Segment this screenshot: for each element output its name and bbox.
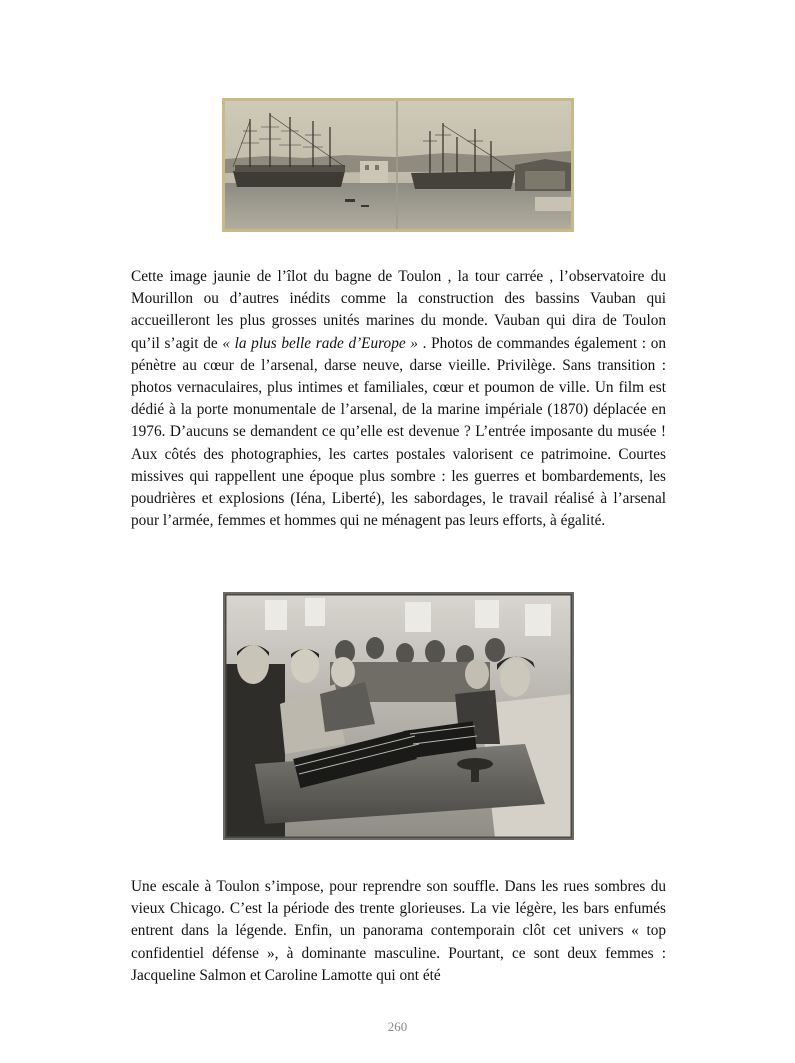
paragraph-1-text-a: Cette image jaunie de l’îlot du bagne de Toulon , la tour carrée , l’observatoire du Mourillon ou d’autres inédits comme la construction des bassins Vauban qui accueilleront les plus grosses unités marines du monde. Vauban qui dira de Toulon qu’il s’agit de bbox=[131, 268, 666, 352]
harbour-panorama-photo bbox=[222, 98, 574, 232]
paragraph-1-quote: « la plus belle rade d’Europe » bbox=[222, 334, 418, 352]
arsenal-workers-photo bbox=[223, 592, 574, 840]
paragraph-1-text-b: . Photos de commandes également : on pénètre au cœur de l’arsenal, darse neuve, darse vieille. Privilège. Sans transition : photos vernaculaires, plus intimes et familiales, cœur et poumon de ville. Un film est dédié à la porte monumentale de l’arsenal, de la marine impériale (1870) déplacée en 1976. D’aucuns se demandent ce qu’elle est devenue ? L’entrée imposante du musée ! Aux côtés des photographies, les cartes postales valorisent ce patrimoine. Courtes missives qui rappellent une époque plus sombre : les guerres et bombardements, les poudrières et explosions (Iéna, Liberté), les sabordages, le travail réalisé à l’arsenal pour l’armée, femmes et hommes qui ne ménagent pas leurs efforts, à égalité. bbox=[131, 334, 666, 530]
body-paragraph-1 bbox=[131, 266, 666, 532]
harbour-panorama-image bbox=[225, 101, 571, 229]
body-paragraph-2: Une escale à Toulon s’impose, pour reprendre son souffle. Dans les rues sombres du vieux Chicago. C’est la période des trente glorieuses. La vie légère, les bars enfumés entrent dans la légende. Enfin, un panorama contemporain clôt cet univers « top confidentiel défense », à dominante masculine. Pourtant, ce sont deux femmes : Jacqueline Salmon et Caroline Lamotte qui ont été bbox=[131, 878, 666, 984]
arsenal-workers-image bbox=[225, 594, 572, 838]
page-number: 260 bbox=[387, 1019, 408, 1034]
